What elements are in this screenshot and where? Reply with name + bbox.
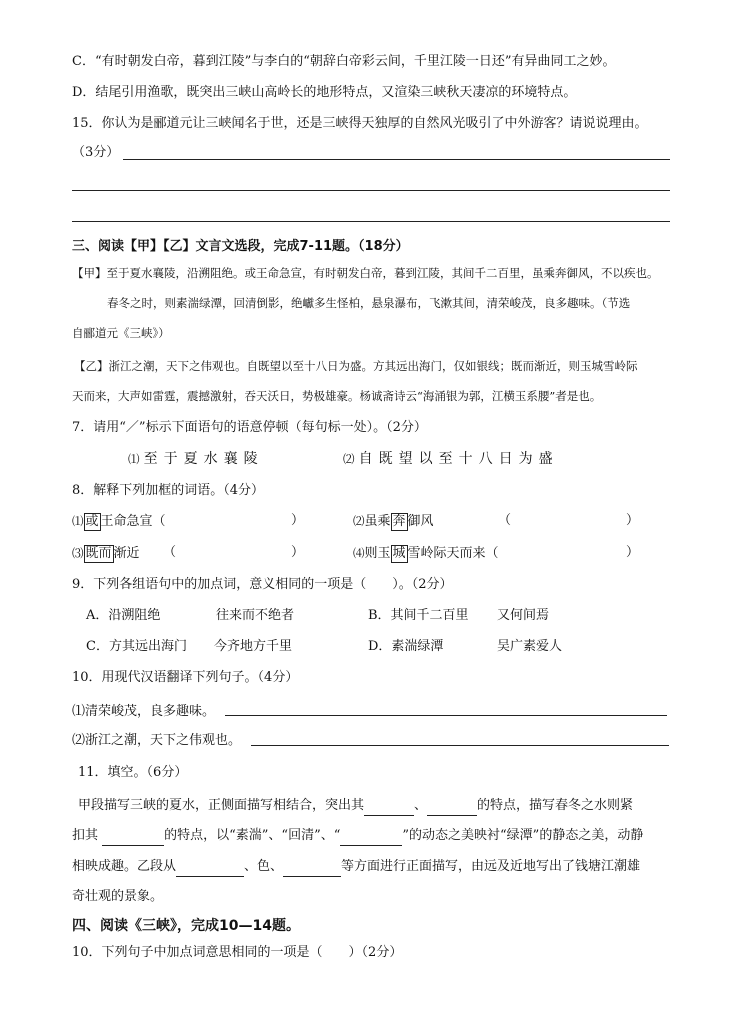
q15-score: （3分）: [72, 145, 120, 160]
blank: [427, 801, 477, 816]
text: ”的动态之美映衬“绿潭”的静态之美，动静: [402, 828, 644, 843]
text: 的特点，以“素湍”、“回清”、“: [164, 828, 341, 843]
item-number: ⑶: [72, 546, 84, 560]
item-number: ⑷: [353, 546, 365, 560]
text: 扣其: [72, 828, 103, 843]
q8-item-3: [72, 543, 222, 564]
blank: [340, 831, 402, 846]
q10-sentence-1: ⑴清荣峻茂，良多趣味。: [72, 704, 216, 719]
text: 甲段描写三峡的夏水，正侧面描写相结合，突出其: [78, 798, 365, 813]
item-text: 雪岭际天而来（: [407, 546, 499, 561]
item-number: ⑵: [353, 514, 365, 528]
q7-question: 7．请用“／”标示下面语句的语意停顿（每句标一处）。（2分）: [72, 420, 427, 435]
q10-sentence-2: ⑵浙江之潮，天下之伟观也。: [72, 733, 242, 748]
item-text: 虽乘: [364, 514, 391, 529]
rparen: ）: [626, 513, 640, 528]
section-3-title: 三、阅读【甲】【乙】文言文选段，完成7-11题。（18分）: [72, 239, 409, 254]
rparen: ）: [291, 545, 305, 560]
q8-item-1: [72, 511, 372, 532]
boxed-word: 既而: [85, 546, 112, 561]
sentence-text: 自既望以至十八日为盛: [358, 451, 559, 467]
q11-paragraph-line: [72, 857, 671, 877]
passage-yi-line: 【乙】浙江之潮，天下之伟观也。自既望以至十八日为盛。方其远出海门，仅如银线；既而渐近，则玉城雪岭际: [74, 359, 638, 373]
answer-line: [251, 745, 669, 746]
boxed-word: 奔: [392, 514, 406, 529]
text: 的特点，描写春冬之水则紧: [477, 798, 634, 813]
q9-option-d-pair: 吴广素爱人: [497, 639, 563, 654]
passage-jia-line: 春冬之时，则素湍绿潭，回清倒影，绝巘多生怪柏，悬泉瀑布，飞漱其间，清荣峻茂，良多趣味。（节选: [107, 296, 631, 310]
q9-option-b: B．其间千二百里: [368, 608, 469, 623]
item-text: 渐近: [113, 546, 140, 561]
q11-question: 11．填空。（6分）: [78, 765, 188, 780]
sentence-text: 至于夏水襄陵: [143, 451, 264, 467]
q14-option-d: D．结尾引用渔歌，既突出三峡山高岭长的地形特点，又渲染三峡秋天凄凉的环境特点。: [72, 85, 577, 100]
text: 、: [414, 798, 428, 813]
q11-paragraph-line: 奇壮观的景象。: [72, 889, 164, 904]
q8-question: 8．解释下列加框的词语。（4分）: [72, 483, 265, 498]
q11-paragraph-line: [78, 796, 671, 816]
text: 、色、: [244, 859, 284, 874]
q8-item-4: [353, 543, 523, 564]
q7-sentence-2: [343, 449, 603, 470]
text: 相映成趣。乙段从: [72, 859, 177, 874]
q9-option-a: A．沿溯阻绝: [86, 608, 161, 623]
answer-line: [72, 190, 670, 191]
q7-sentence-1: [128, 449, 288, 470]
q10-question: 10．用现代汉语翻译下列句子。（4分）: [72, 670, 299, 685]
rparen: ）: [626, 545, 640, 560]
lparen: （: [498, 513, 512, 528]
item-text: 则玉: [364, 546, 391, 561]
q15-question: 15．你认为是郦道元让三峡闻名于世，还是三峡得天独厚的自然风光吸引了中外游客？请说说理由。: [72, 116, 648, 131]
blank: [176, 862, 244, 877]
blank: [102, 831, 164, 846]
section-4-title: 四、阅读《三峡》，完成10—14题。: [72, 918, 300, 934]
item-number: ⑴: [128, 452, 140, 466]
passage-yi-line: 天而来，大声如雷霆，震撼激射，吞天沃日，势极雄豪。杨诚斋诗云“海涌银为郭，江横玉系腰”者是也。: [72, 389, 602, 403]
answer-line: [225, 715, 667, 716]
rparen: ）: [291, 513, 305, 528]
q9-question: 9．下列各组语句中的加点词，意义相同的一项是（ ）。（2分）: [72, 577, 453, 592]
item-text: 御风: [407, 514, 434, 529]
q14-option-c: C．“有时朝发白帝，暮到江陵”与李白的“朝辞白帝彩云间，千里江陵一日还”有异曲同工之妙。: [72, 54, 616, 69]
answer-line: [123, 159, 670, 160]
passage-jia-line: 自郦道元《三峡》）: [72, 326, 170, 340]
q9-option-d: D．素湍绿潭: [368, 639, 444, 654]
q9-option-a-pair: 往来而不绝者: [216, 608, 295, 623]
q8-item-2: [353, 511, 503, 532]
lparen: （: [163, 545, 177, 560]
passage-jia-line: 【甲】至于夏水襄陵，沿溯阻绝。或王命急宣，有时朝发白帝，暮到江陵，其间千二百里，虽乘奔御风，不以疾也。: [72, 266, 659, 280]
item-text: 王命急宣（: [100, 514, 166, 529]
section-4-q10: 10．下列句子中加点词意思相同的一项是（ ）（2分）: [72, 945, 403, 960]
q11-paragraph-line: [72, 826, 671, 846]
answer-line: [72, 221, 670, 222]
item-number: ⑴: [72, 514, 84, 528]
boxed-word: 或: [85, 514, 99, 529]
q9-option-c: C．方其远出海门: [86, 639, 187, 654]
boxed-word: 城: [392, 546, 406, 561]
q9-option-b-pair: 又何间焉: [497, 608, 550, 623]
blank: [364, 801, 414, 816]
text: 等方面进行正面描写，由远及近地写出了钱塘江潮雄: [341, 859, 641, 874]
q9-option-c-pair: 今齐地方千里: [214, 639, 293, 654]
item-number: ⑵: [343, 452, 355, 466]
blank: [283, 862, 341, 877]
